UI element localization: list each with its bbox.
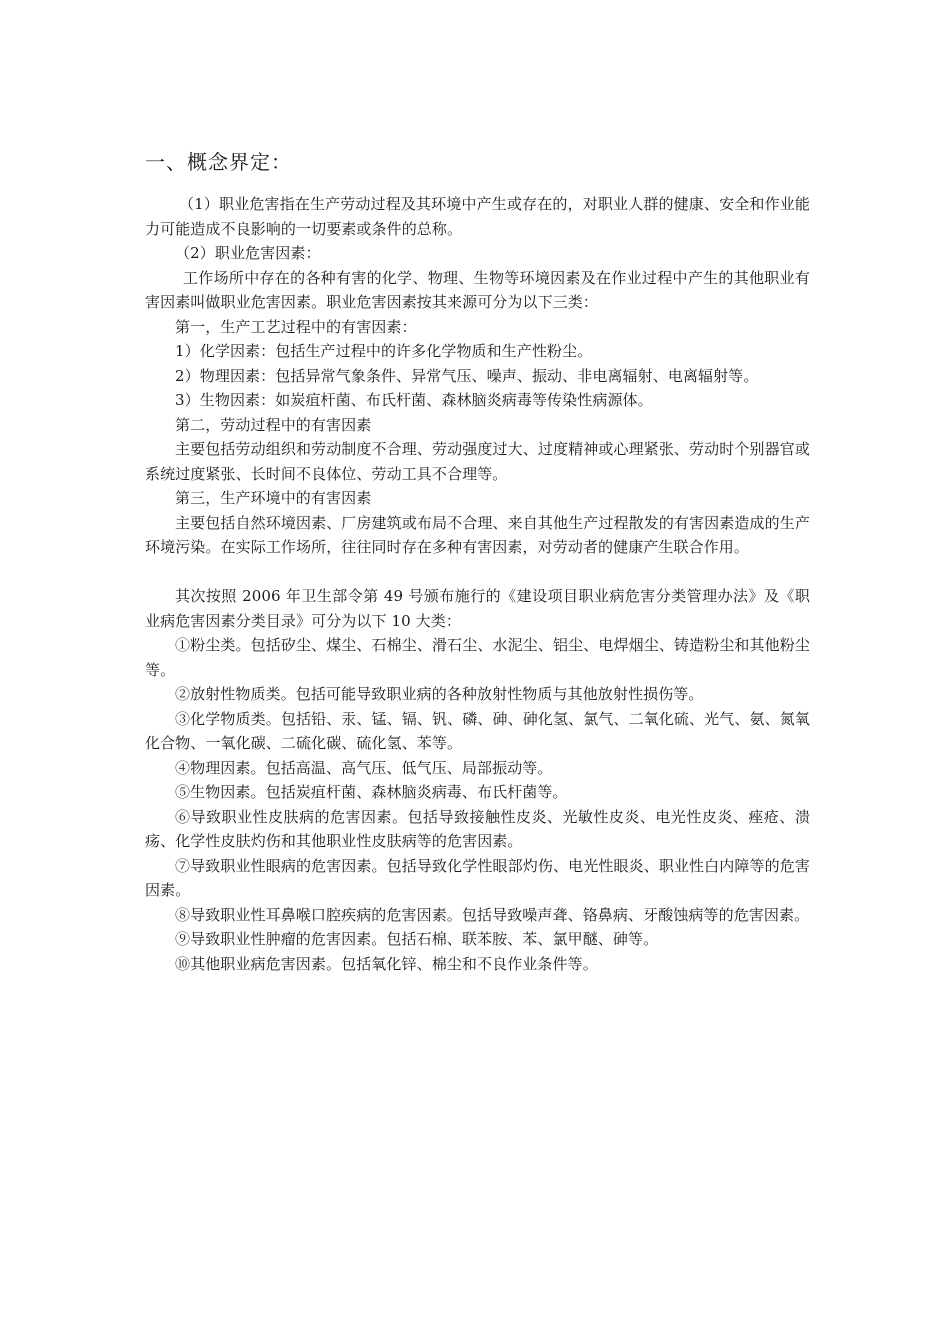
list-item: ⑤生物因素。包括炭疽杆菌、森林脑炎病毒、布氏杆菌等。	[175, 783, 568, 801]
physical-factors-item: 2）物理因素：包括异常气象条件、异常气压、噪声、振动、非电离辐射、电离辐射等。	[175, 366, 759, 385]
production-environment-description: 主要包括自然环境因素、厂房建筑或布局不合理、来自其他生产过程散发的有害因素造成的生产环境污染。在实际工作场所，往往同时存在多种有害因素，对劳动者的健康产生联合作用。	[145, 513, 810, 556]
category-third-heading: 第三，生产环境中的有害因素	[175, 489, 372, 507]
document-page	[145, 148, 810, 976]
list-item: ⑩其他职业病危害因素。包括氧化锌、棉尘和不良作业条件等。	[175, 954, 598, 973]
list-item: ⑦导致职业性眼病的危害因素。包括导致化学性眼部灼伤、电光性眼炎、职业性白内障等的危害因素。	[145, 856, 810, 899]
list-item: ④物理因素。包括高温、高气压、低气压、局部振动等。	[175, 758, 553, 777]
list-item: ②放射性物质类。包括可能导致职业病的各种放射性物质与其他放射性损伤等。	[175, 685, 704, 703]
section-heading: 一、概念界定：	[145, 150, 292, 174]
list-item: ⑥导致职业性皮肤病的危害因素。包括导致接触性皮炎、光敏性皮炎、电光性皮炎、痤疮、溃疡、化学性皮肤灼伤和其他职业性皮肤病等的危害因素。	[145, 807, 810, 850]
category-first-heading: 第一，生产工艺过程中的有害因素：	[175, 317, 417, 336]
definition-paragraph-2: （2）职业危害因素：	[175, 244, 321, 262]
blank-line	[145, 560, 810, 585]
list-item: ③化学物质类。包括铅、汞、锰、镉、钒、磷、砷、砷化氢、氯气、二氧化硫、光气、氨、氮氧化合物、一氧化碳、二硫化碳、硫化氢、苯等。	[145, 709, 810, 752]
labor-process-description: 主要包括劳动组织和劳动制度不合理、劳动强度过大、过度精神或心理紧张、劳动时个别器官或系统过度紧张、长时间不良体位、劳动工具不合理等。	[145, 440, 810, 483]
list-item: ⑨导致职业性肿瘤的危害因素。包括石棉、联苯胺、苯、氯甲醚、砷等。	[175, 930, 659, 948]
definition-paragraph-1: （1）职业危害指在生产劳动过程及其环境中产生或存在的，对职业人群的健康、安全和作业能力可能造成不良影响的一切要素或条件的总称。	[145, 195, 810, 238]
classification-intro: 其次按照 2006 年卫生部令第 49 号颁布施行的《建设项目职业病危害分类管理办法》及《职业病危害因素分类目录》可分为以下 10 大类：	[145, 587, 810, 630]
biological-factors-item: 3）生物因素：如炭疽杆菌、布氏杆菌、森林脑炎病毒等传染性病源体。	[175, 391, 653, 409]
list-item: ⑧导致职业性耳鼻喉口腔疾病的危害因素。包括导致噪声聋、铬鼻病、牙酸蚀病等的危害因素。	[175, 905, 810, 924]
category-second-heading: 第二，劳动过程中的有害因素	[175, 415, 372, 434]
chemical-factors-item: 1）化学因素：包括生产过程中的许多化学物质和生产性粉尘。	[175, 342, 593, 360]
hazard-factors-description: 工作场所中存在的各种有害的化学、物理、生物等环境因素及在作业过程中产生的其他职业有害因素叫做职业危害因素。职业危害因素按其来源可分为以下三类：	[145, 268, 810, 311]
list-item: ①粉尘类。包括矽尘、煤尘、石棉尘、滑石尘、水泥尘、铝尘、电焊烟尘、铸造粉尘和其他粉尘等。	[145, 636, 810, 679]
